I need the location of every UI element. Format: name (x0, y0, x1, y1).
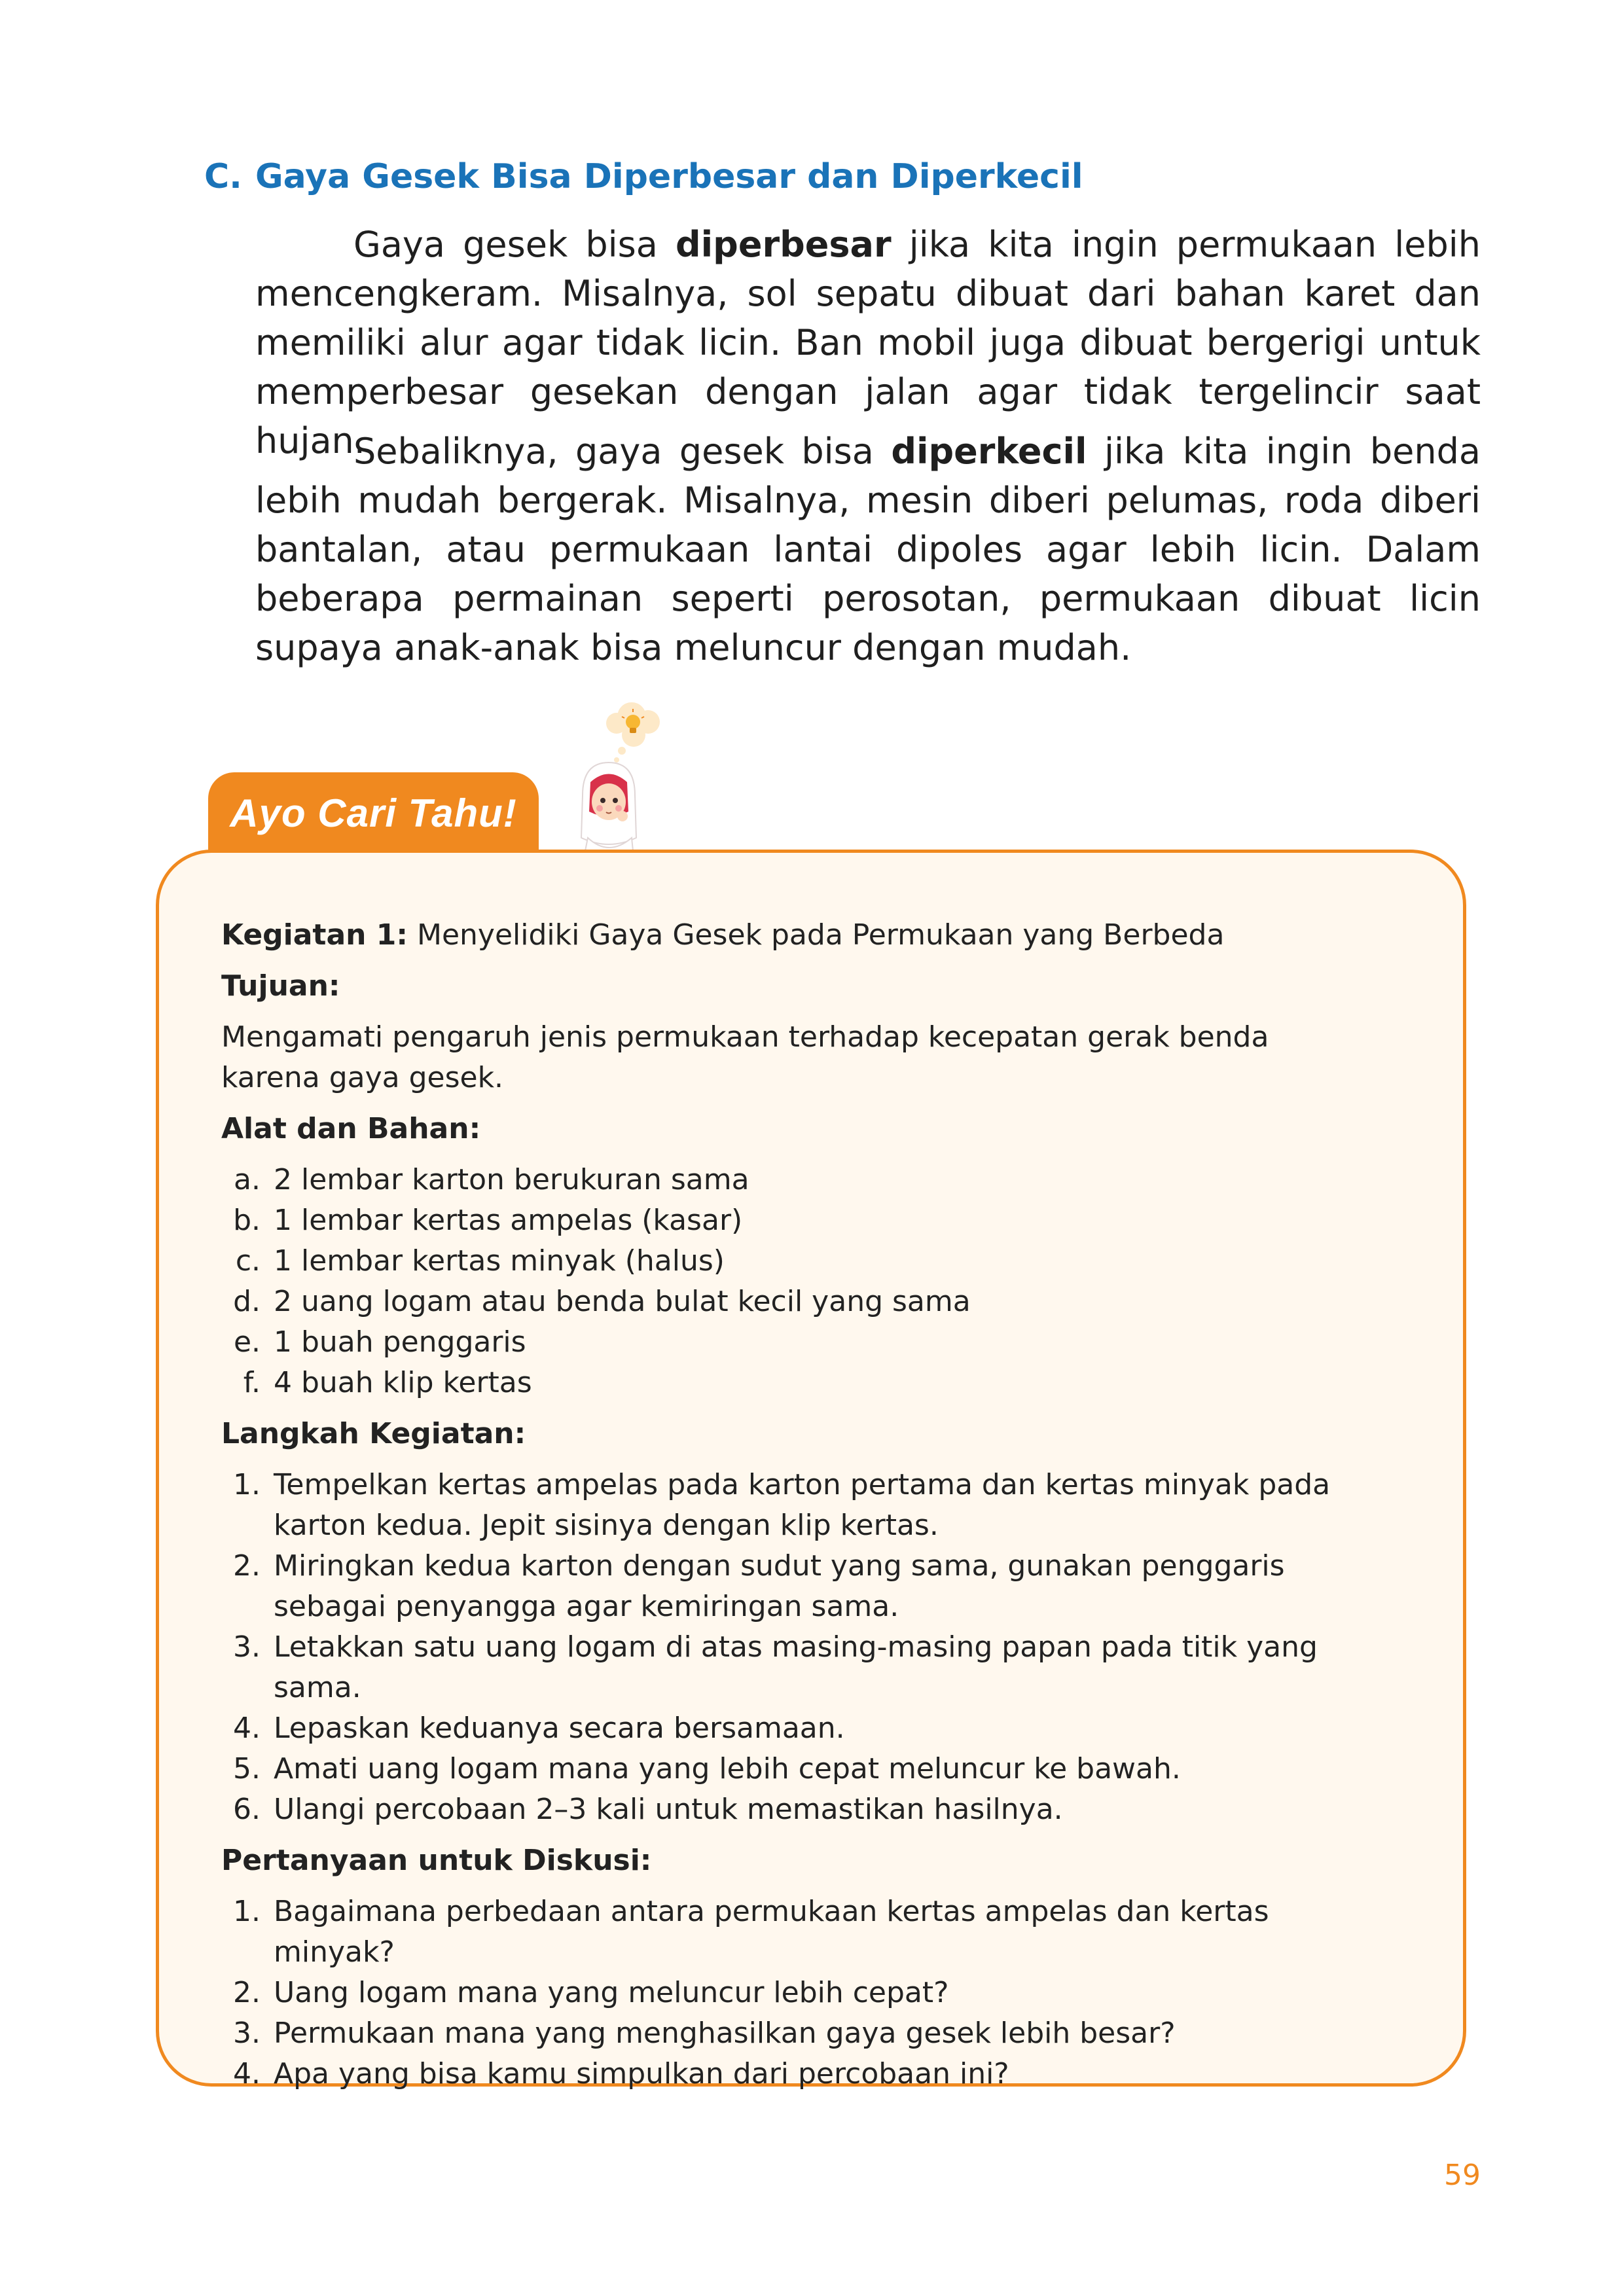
activity-box (156, 850, 1466, 2090)
paragraph-diperbesar: Gaya gesek bisa diperbesar jika kita ingin permukaan lebih mencengkeram. Misalnya, sol sepatu dibuat dari bahan karet dan memiliki alur agar tidak licin. Ban mobil juga dibuat bergerigi untuk memperbesar gesekan dengan jalan agar tidak tergelincir saat hujan. (255, 224, 1481, 461)
section-heading (204, 157, 1083, 196)
langkah-label: Langkah Kegiatan: (221, 1417, 526, 1450)
alat-label: Alat dan Bahan: (221, 1112, 481, 1145)
list-item: b. 1 lembar kertas ampelas (kasar) (233, 1204, 743, 1237)
term-diperbesar: diperbesar (676, 224, 892, 265)
list-item: e. 1 buah penggaris (233, 1325, 526, 1359)
list-item: 2. Miringkan kedua karton dengan sudut yang sama, gunakan penggaris sebagai penyangga agar kemiringan sama. (233, 1549, 1285, 1623)
list-item: c. 1 lembar kertas minyak (halus) (235, 1244, 725, 1278)
list-item: 2. Uang logam mana yang meluncur lebih cepat? (233, 1976, 949, 2009)
term-diperkecil: diperkecil (891, 431, 1087, 472)
kegiatan-label: Kegiatan 1: (221, 918, 408, 952)
list-item: f. 4 buah klip kertas (243, 1366, 532, 1399)
list-item: a. 2 lembar karton berukuran sama (234, 1163, 749, 1196)
mascot-girl-thinking-icon (556, 697, 687, 857)
list-item: 1. Bagaimana perbedaan antara permukaan kertas ampelas dan kertas minyak? (233, 1895, 1269, 1969)
ayo-cari-tahu-label: Ayo Cari Tahu! (230, 791, 517, 835)
list-item: 6. Ulangi percobaan 2–3 kali untuk memastikan hasilnya. (233, 1793, 1063, 1826)
list-item: 5. Amati uang logam mana yang lebih cepat meluncur ke bawah. (233, 1752, 1181, 1785)
page-number: 59 (1444, 2159, 1481, 2192)
ayo-cari-tahu-tab (208, 772, 539, 857)
list-item: 1. Tempelkan kertas ampelas pada karton pertama dan kertas minyak pada karton kedua. Jepit sisinya dengan klip kertas. (233, 1468, 1331, 1542)
kegiatan-line (221, 915, 1399, 956)
list-item: d. 2 uang logam atau benda bulat kecil yang sama (233, 1285, 971, 1318)
tujuan-text: Mengamati pengaruh jenis permukaan terhadap kecepatan gerak benda karena gaya gesek. (221, 1020, 1269, 1094)
langkah-list (221, 1465, 1399, 1830)
paragraph-diperkecil: Sebaliknya, gaya gesek bisa diperkecil jika kita ingin benda lebih mudah bergerak. Misalnya, mesin diberi pelumas, roda diberi bantalan, atau permukaan lantai dipoles agar lebih licin. Dalam beberapa permainan seperti perosotan, permukaan dibuat licin supaya anak-anak bisa meluncur dengan mudah. (255, 431, 1481, 668)
kegiatan-title: Menyelidiki Gaya Gesek pada Permukaan yang Berbeda (408, 918, 1225, 952)
activity-content (221, 915, 1399, 2105)
list-item: 4. Lepaskan keduanya secara bersamaan. (233, 1712, 845, 1745)
tujuan-label: Tujuan: (221, 969, 340, 1003)
section-letter: C. (204, 157, 242, 196)
list-item: 3. Permukaan mana yang menghasilkan gaya gesek lebih besar? (233, 2017, 1176, 2050)
diskusi-list (221, 1892, 1399, 2094)
section-title: Gaya Gesek Bisa Diperbesar dan Diperkecil (255, 157, 1083, 196)
list-item: 4. Apa yang bisa kamu simpulkan dari percobaan ini? (233, 2057, 1009, 2090)
diskusi-label: Pertanyaan untuk Diskusi: (221, 1844, 652, 1877)
list-item: 3. Letakkan satu uang logam di atas masing-masing papan pada titik yang sama. (233, 1630, 1318, 1704)
alat-list (221, 1160, 1399, 1403)
